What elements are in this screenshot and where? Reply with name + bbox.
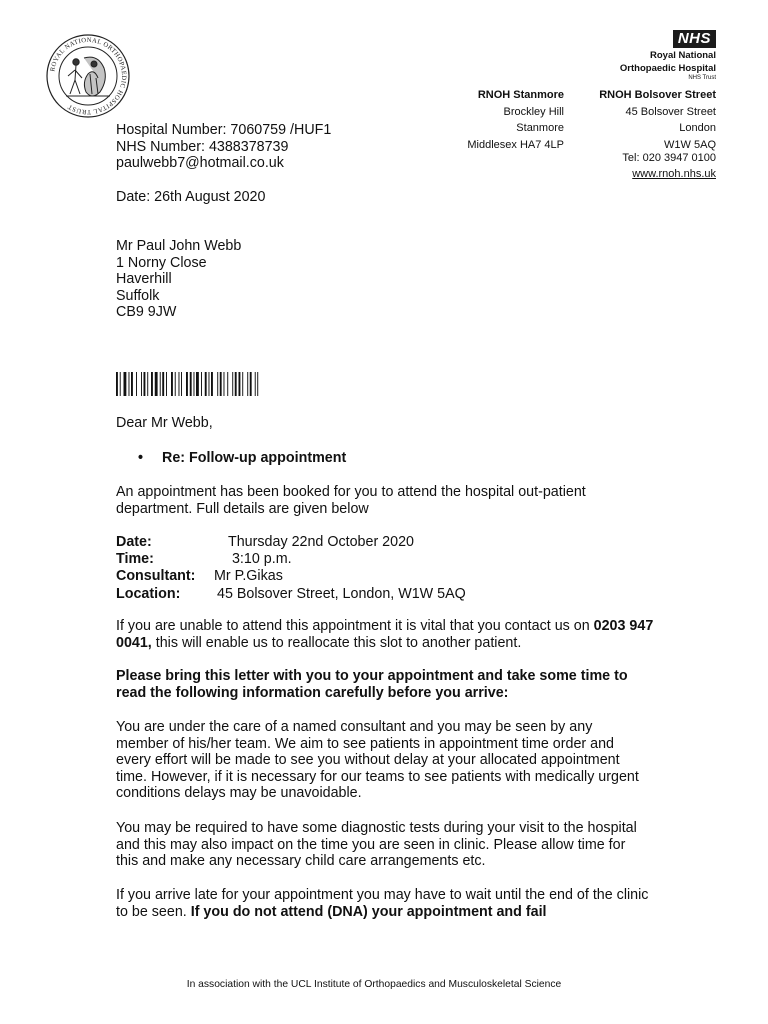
- date-value: Thursday 22nd October 2020: [228, 534, 414, 550]
- barcode-bar: [235, 372, 237, 396]
- letter-date: Date: 26th August 2020: [116, 189, 266, 205]
- barcode-bar: [220, 372, 222, 396]
- unable-text-2: this will enable us to reallocate this slot to another patient.: [151, 634, 522, 651]
- site-address-line: W1W 5AQ: [664, 138, 716, 151]
- barcode-bar: [116, 372, 118, 396]
- barcode-bar: [232, 372, 233, 396]
- site-name: RNOH Bolsover Street: [599, 89, 716, 101]
- site-address-line: 45 Bolsover Street: [625, 105, 716, 118]
- nhs-logo-box: NHS: [673, 30, 716, 48]
- barcode: [116, 372, 306, 396]
- barcode-bar: [242, 372, 243, 396]
- barcode-bar: [247, 372, 248, 396]
- barcode-bar: [144, 372, 146, 396]
- hospital-crest: [46, 34, 130, 118]
- site-address-line: Middlesex HA7 4LP: [467, 138, 564, 151]
- contact-details: [516, 150, 716, 182]
- barcode-bar: [239, 372, 241, 396]
- consultant-value: Mr P.Gikas: [214, 568, 283, 585]
- address-line: Haverhill: [116, 271, 172, 288]
- trust-name-line-2: Orthopaedic Hospital: [619, 63, 716, 74]
- barcode-bar: [186, 372, 188, 396]
- address-line: Mr Paul John Webb: [116, 238, 242, 254]
- barcode-bar: [151, 372, 153, 396]
- address-line: CB9 9JW: [116, 304, 177, 321]
- intro-paragraph: An appointment has been booked for you to attend the hospital out-patient department. Full details are given below: [116, 484, 586, 517]
- late-arrival-paragraph: [116, 887, 656, 920]
- appointment-row-time: [116, 551, 466, 568]
- dna-warning: If you do not attend (DNA) your appointment and fail: [190, 903, 547, 920]
- unable-to-attend-paragraph: [116, 618, 656, 651]
- site-address-line: Stanmore: [516, 122, 564, 134]
- barcode-bar: [196, 372, 199, 396]
- salutation: Dear Mr Webb,: [116, 415, 213, 431]
- svg-text:ROYAL NATIONAL ORTHOPAEDIC HOS: ROYAL NATIONAL ORTHOPAEDIC HOSPITAL TRUST: [49, 36, 128, 116]
- barcode-bar: [211, 372, 213, 396]
- site-address-bolsover: [566, 87, 716, 153]
- appointment-row-location: [116, 586, 466, 603]
- patient-identifiers: [116, 122, 331, 172]
- barcode-bar: [201, 372, 202, 396]
- location-label: Location:: [116, 585, 181, 602]
- barcode-bar: [175, 372, 176, 396]
- barcode-bar: [179, 372, 180, 396]
- barcode-bar: [227, 372, 228, 396]
- barcode-bar: [209, 372, 210, 396]
- nhs-number: NHS Number: 4388378739: [116, 138, 289, 155]
- hospital-number: Hospital Number: 7060759 /HUF1: [116, 122, 332, 138]
- barcode-bar: [255, 372, 256, 396]
- site-address-line: London: [679, 122, 716, 134]
- barcode-bar: [171, 372, 173, 396]
- crest-seal-icon: [46, 34, 130, 118]
- appointment-row-date: [116, 534, 466, 551]
- barcode-bar: [120, 372, 121, 396]
- date-label: Date:: [116, 534, 152, 550]
- appointment-details: [116, 534, 466, 603]
- barcode-bar: [147, 372, 148, 396]
- barcode-bar: [224, 372, 225, 396]
- late-text: If you arrive late for your appointment you may have to wait until the end of the clinic to be seen.: [116, 887, 649, 920]
- re-subject: Re: Follow-up appointment: [162, 450, 347, 466]
- barcode-bar: [217, 372, 218, 396]
- site-address-stanmore: [404, 87, 564, 153]
- barcode-bar: [166, 372, 167, 396]
- telephone: Tel: 020 3947 0100: [622, 152, 716, 164]
- footer-association: In association with the UCL Institute of Orthopaedics and Musculoskeletal Science: [186, 979, 562, 990]
- address-line: Suffolk: [116, 287, 160, 304]
- barcode-bar: [155, 372, 158, 396]
- barcode-bar: [190, 372, 192, 396]
- barcode-bar: [194, 372, 195, 396]
- appointment-phone-number: 0203 947 0041,: [116, 618, 654, 651]
- barcode-bar: [131, 372, 133, 396]
- trust-name-line-1: Royal National: [650, 50, 716, 61]
- address-line: 1 Norny Close: [116, 254, 207, 271]
- appointment-row-consultant: [116, 568, 466, 585]
- barcode-bar: [124, 372, 127, 396]
- patient-email: paulwebb7@hotmail.co.uk: [116, 155, 284, 172]
- barcode-bar: [141, 372, 142, 396]
- time-label: Time:: [116, 551, 154, 568]
- site-name: RNOH Stanmore: [477, 89, 564, 101]
- diagnostic-tests-paragraph: You may be required to have some diagnostic tests during your visit to the hospital and this may also impact on the time you are seen in clinic. Please allow time for this and make any necessary child care arrangements etc.: [116, 820, 637, 870]
- barcode-bar: [129, 372, 130, 396]
- barcode-bar: [162, 372, 164, 396]
- consultant-care-paragraph: You are under the care of a named consultant and you may be seen by any member of his/her team. We aim to see patients in appointment time order and every effort will be made to see you without delay at your allocated appointment time. However, if it is necessary for our teams to see patients with medically urgent conditions delays may be unavoidable.: [116, 719, 639, 802]
- barcode-bar: [257, 372, 258, 396]
- website-link[interactable]: www.rnoh.nhs.uk: [632, 168, 716, 180]
- barcode-bar: [205, 372, 207, 396]
- site-address-line: Brockley Hill: [503, 105, 564, 118]
- nhs-trust-label: NHS Trust: [688, 75, 716, 81]
- consultant-label: Consultant:: [116, 568, 196, 585]
- re-line: [138, 450, 346, 466]
- bring-letter-notice: Please bring this letter with you to your appointment and take some time to read the following information carefully before you arrive:: [116, 668, 628, 701]
- time-value: 3:10 p.m.: [228, 551, 292, 568]
- unable-text-1: If you are unable to attend this appointment it is vital that you contact us on: [116, 618, 594, 634]
- barcode-bar: [160, 372, 161, 396]
- location-value: 45 Bolsover Street, London, W1W 5AQ: [217, 585, 466, 602]
- bullet: •: [138, 450, 144, 466]
- barcode-bar: [250, 372, 252, 396]
- nhs-trust-logo: [516, 30, 716, 82]
- barcode-bar: [181, 372, 182, 396]
- recipient-address: [116, 238, 241, 321]
- barcode-bar: [136, 372, 137, 396]
